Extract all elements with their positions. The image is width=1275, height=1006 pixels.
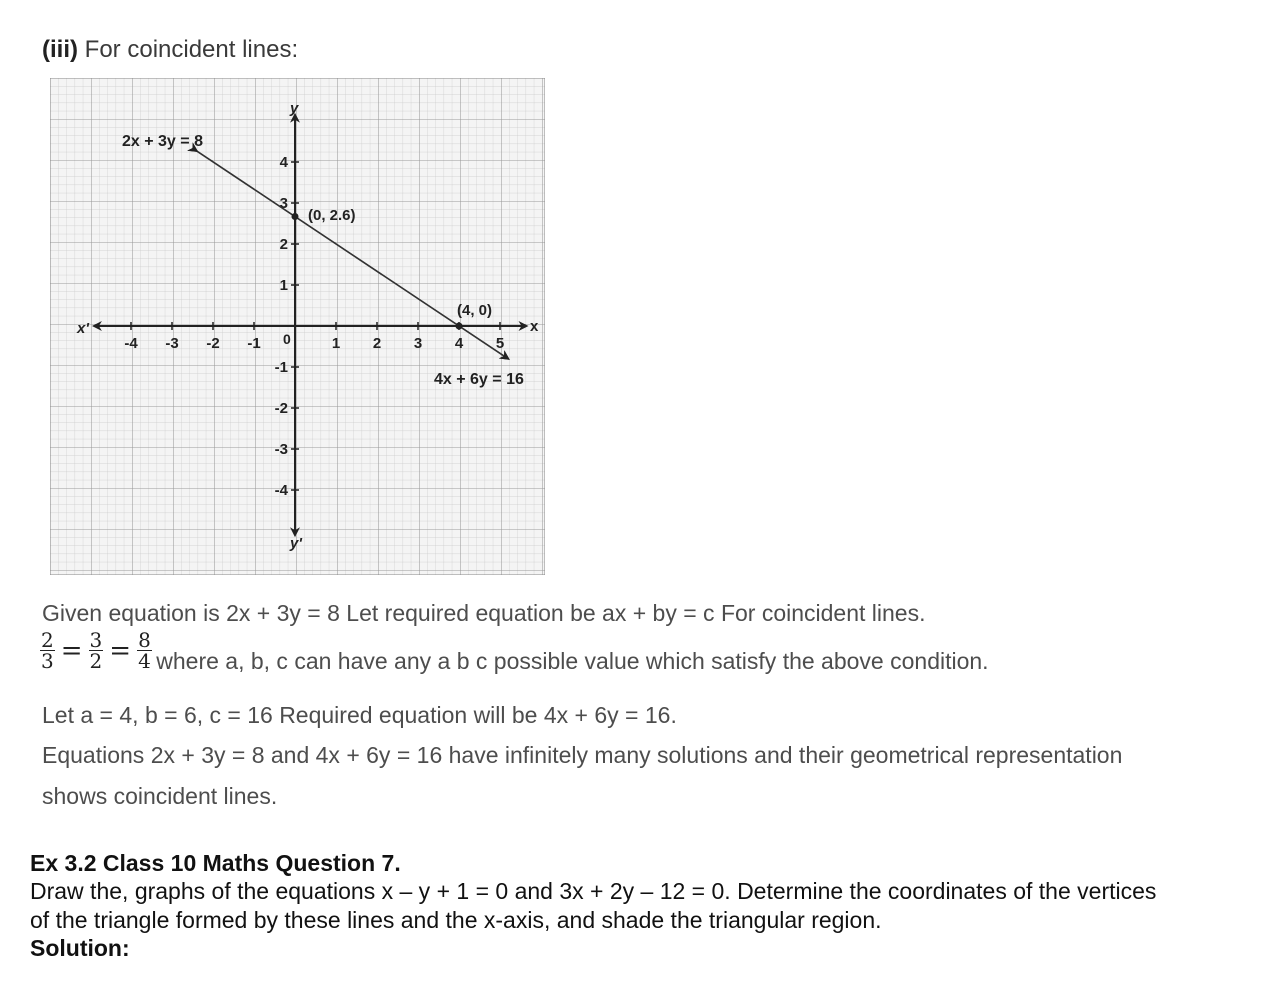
y-tick-label: -4 [274,482,288,499]
y-tick-label: 1 [279,277,288,294]
question-text-line-1: Draw the, graphs of the equations x – y + 1 = 0 and 3x + 2y – 12 = 0. Determine the coordinates of the vertices [30,878,1157,904]
x-tick-label: 5 [495,335,505,352]
ratio-line [40,628,989,674]
x-tick-label: -2 [206,335,220,352]
x-tick-label: 3 [413,335,423,352]
origin-label: 0 [283,331,291,347]
y-tick-label: 3 [279,195,288,212]
equals-sign: = [60,635,83,666]
x-axis-label-negative: x' [77,320,89,337]
x-tick-label: 1 [331,335,341,352]
y-axis-label-negative: y' [290,535,302,552]
equals-sign: = [109,635,132,666]
x-tick-label: -4 [124,335,138,352]
x-tick-label: 4 [454,335,464,352]
fraction-b: $\frac{3}{2}$ [89,628,103,673]
x-tick-label: -1 [247,335,261,352]
conclusion-line-1: Equations 2x + 3y = 8 and 4x + 6y = 16 have infinitely many solutions and their geometrical representation [42,742,1123,768]
line-label-upper: 2x + 3y = 8 [122,133,203,150]
intercept-point-1 [292,213,299,220]
y-tick-label: -3 [274,441,288,458]
point-label-intercept-y: (0, 2.6) [308,207,356,224]
x-tick-label: 2 [372,335,382,352]
solution-label: Solution: [30,935,130,961]
y-tick-label: 2 [279,236,288,253]
y-axis-label: y [290,100,299,117]
x-tick-label: -3 [165,335,179,352]
part-label: (iii) [42,36,78,63]
fraction-a: $\frac{2}{3}$ [41,628,54,673]
y-tick-label: 4 [279,154,288,171]
conclusion-line-2: shows coincident lines. [42,783,278,809]
question-text-line-2: of the triangle formed by these lines and the x-axis, and shade the triangular region. [30,907,882,933]
coincident-lines-graph [50,78,545,575]
question-title: Ex 3.2 Class 10 Maths Question 7. [30,850,401,876]
ratio-condition-text: where a, b, c can have any a b c possible value which satisfy the above condition. [156,647,989,674]
part-heading [42,36,298,64]
line-label-lower: 4x + 6y = 16 [434,371,524,388]
fraction-c: $\frac{8}{4}$ [138,628,151,673]
part-heading-text: For coincident lines: [84,36,299,63]
intercept-point-2 [456,323,463,330]
given-paragraph: Given equation is 2x + 3y = 8 Let required equation be ax + by = c For coincident lines. [42,600,926,626]
x-axis-label: x [530,318,539,335]
assumption-paragraph: Let a = 4, b = 6, c = 16 Required equation will be 4x + 6y = 16. [42,702,677,728]
point-label-intercept-x: (4, 0) [457,302,493,319]
y-tick-label: -1 [274,359,288,376]
y-tick-label: -2 [274,400,288,417]
